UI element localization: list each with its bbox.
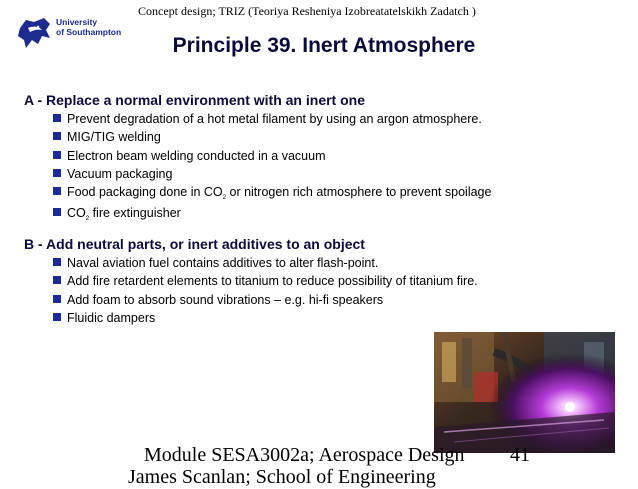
section-a-heading: A - Replace a normal environment with an inert one [24, 92, 365, 108]
subscript: 2 [85, 216, 90, 222]
bullet-item [53, 256, 378, 270]
bullet-text: Vacuum packaging [67, 167, 173, 181]
bullet-text: Electron beam welding conducted in a vacuum [67, 149, 326, 163]
footer-module: Module SESA3002a; Aerospace Design [144, 444, 465, 466]
bullet-item [53, 311, 155, 325]
slide-title: Principle 39. Inert Atmosphere [172, 34, 476, 57]
bullet-square-icon [53, 187, 61, 195]
subscript: 2 [222, 195, 227, 201]
footer-author: James Scanlan; School of Engineering [128, 466, 436, 488]
bullet-text: Prevent degradation of a hot metal filament by using an argon atmosphere. [67, 112, 482, 126]
bullet-square-icon [53, 258, 61, 266]
bullet-text: Naval aviation fuel contains additives to alter flash-point. [67, 256, 379, 270]
bullet-square-icon [53, 132, 61, 140]
page-number: 41 [510, 444, 530, 466]
welding-photo [434, 332, 615, 453]
course-header: Concept design; TRIZ (Teoriya Resheniya Izobreatatelskikh Zadatch ) [138, 4, 476, 18]
bullet-square-icon [53, 276, 61, 284]
bullet-square-icon [53, 295, 61, 303]
bullet-text: Add foam to absorb sound vibrations – e.g. hi-fi speakers [67, 293, 384, 307]
bullet-item [53, 167, 172, 181]
bullet-item [53, 274, 478, 288]
bullet-item [53, 149, 325, 163]
bullet-square-icon [53, 169, 61, 177]
logo-line2: of Southampton [56, 27, 122, 37]
bullet-square-icon [53, 151, 61, 159]
bullet-text: or nitrogen rich atmosphere to prevent spoilage [226, 185, 492, 199]
logo-line1: University [56, 17, 98, 27]
bullet-text: MIG/TIG welding [67, 130, 161, 144]
bullet-item-fire-extinguisher [53, 206, 181, 222]
bullet-item [53, 293, 383, 307]
section-b-heading: B - Add neutral parts, or inert additives to an object [24, 236, 365, 252]
bullet-text: Fluidic dampers [67, 311, 156, 325]
bullet-item [53, 112, 482, 126]
bullet-item-food-packaging [53, 185, 491, 201]
bullet-text: Food packaging done in CO [67, 185, 223, 199]
welding-image [434, 332, 615, 453]
bullet-square-icon [53, 313, 61, 321]
bullet-text: fire extinguisher [89, 206, 181, 220]
bullet-text: CO [67, 206, 86, 220]
bullet-item [53, 130, 161, 144]
bullet-text: Add fire retardent elements to titanium to reduce possibility of titanium fire. [67, 274, 478, 288]
bullet-square-icon [53, 114, 61, 122]
bullet-square-icon [53, 208, 61, 216]
